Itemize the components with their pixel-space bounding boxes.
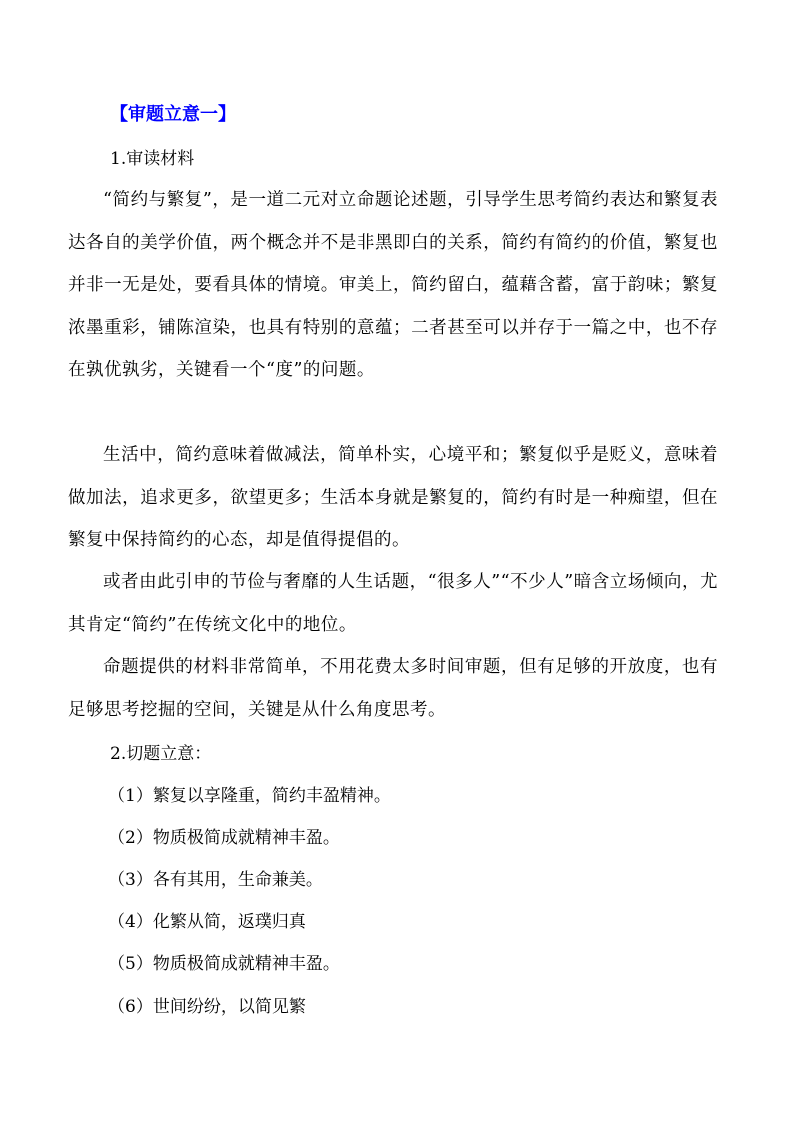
list-item: （6）世间纷纷，以简见繁 — [108, 997, 306, 1017]
paragraph-1: “简约与繁复”，是一道二元对立命题论述题，引导学生思考简约表达和繁复表达各自的美学价值，两个概念并不是非黑即白的关系，简约有简约的价值，繁复也并非一无是处，要看具体的情境。审美上，简约留白，蕴藉含蓄，富于韵味；繁复浓墨重彩，铺陈渲染，也具有特别的意蕴；二者甚至可以并存于一篇之中，也不存在孰优孰劣，关键看一个“度”的问题。 — [68, 190, 718, 380]
section-heading: 【审题立意一】 — [110, 104, 236, 125]
section1-title: 1.审读材料 — [110, 149, 195, 169]
list-item: （2）物质极简成就精神丰盈。 — [108, 828, 340, 848]
paragraph-4: 命题提供的材料非常简单，不用花费太多时间审题，但有足够的开放度，也有足够思考挖掘的空间，关键是从什么角度思考。 — [68, 657, 718, 720]
list-item: （5）物质极简成就精神丰盈。 — [108, 954, 340, 974]
paragraph-2: 生活中，简约意味着做减法，简单朴实，心境平和；繁复似乎是贬义，意味着做加法，追求更多，欲望更多；生活本身就是繁复的，简约有时是一种痴望，但在繁复中保持简约的心态，却是值得提倡的。 — [68, 445, 718, 550]
paragraph-3: 或者由此引申的节俭与奢靡的人生话题，“很多人”“不少人”暗含立场倾向，尤其肯定“简约”在传统文化中的地位。 — [68, 572, 718, 635]
list-item: （1）繁复以享隆重，简约丰盈精神。 — [108, 786, 391, 806]
section2-title: 2.切题立意： — [110, 744, 212, 764]
list-item: （3）各有其用，生命兼美。 — [108, 870, 323, 890]
list-item: （4）化繁从简，返璞归真 — [108, 912, 306, 932]
